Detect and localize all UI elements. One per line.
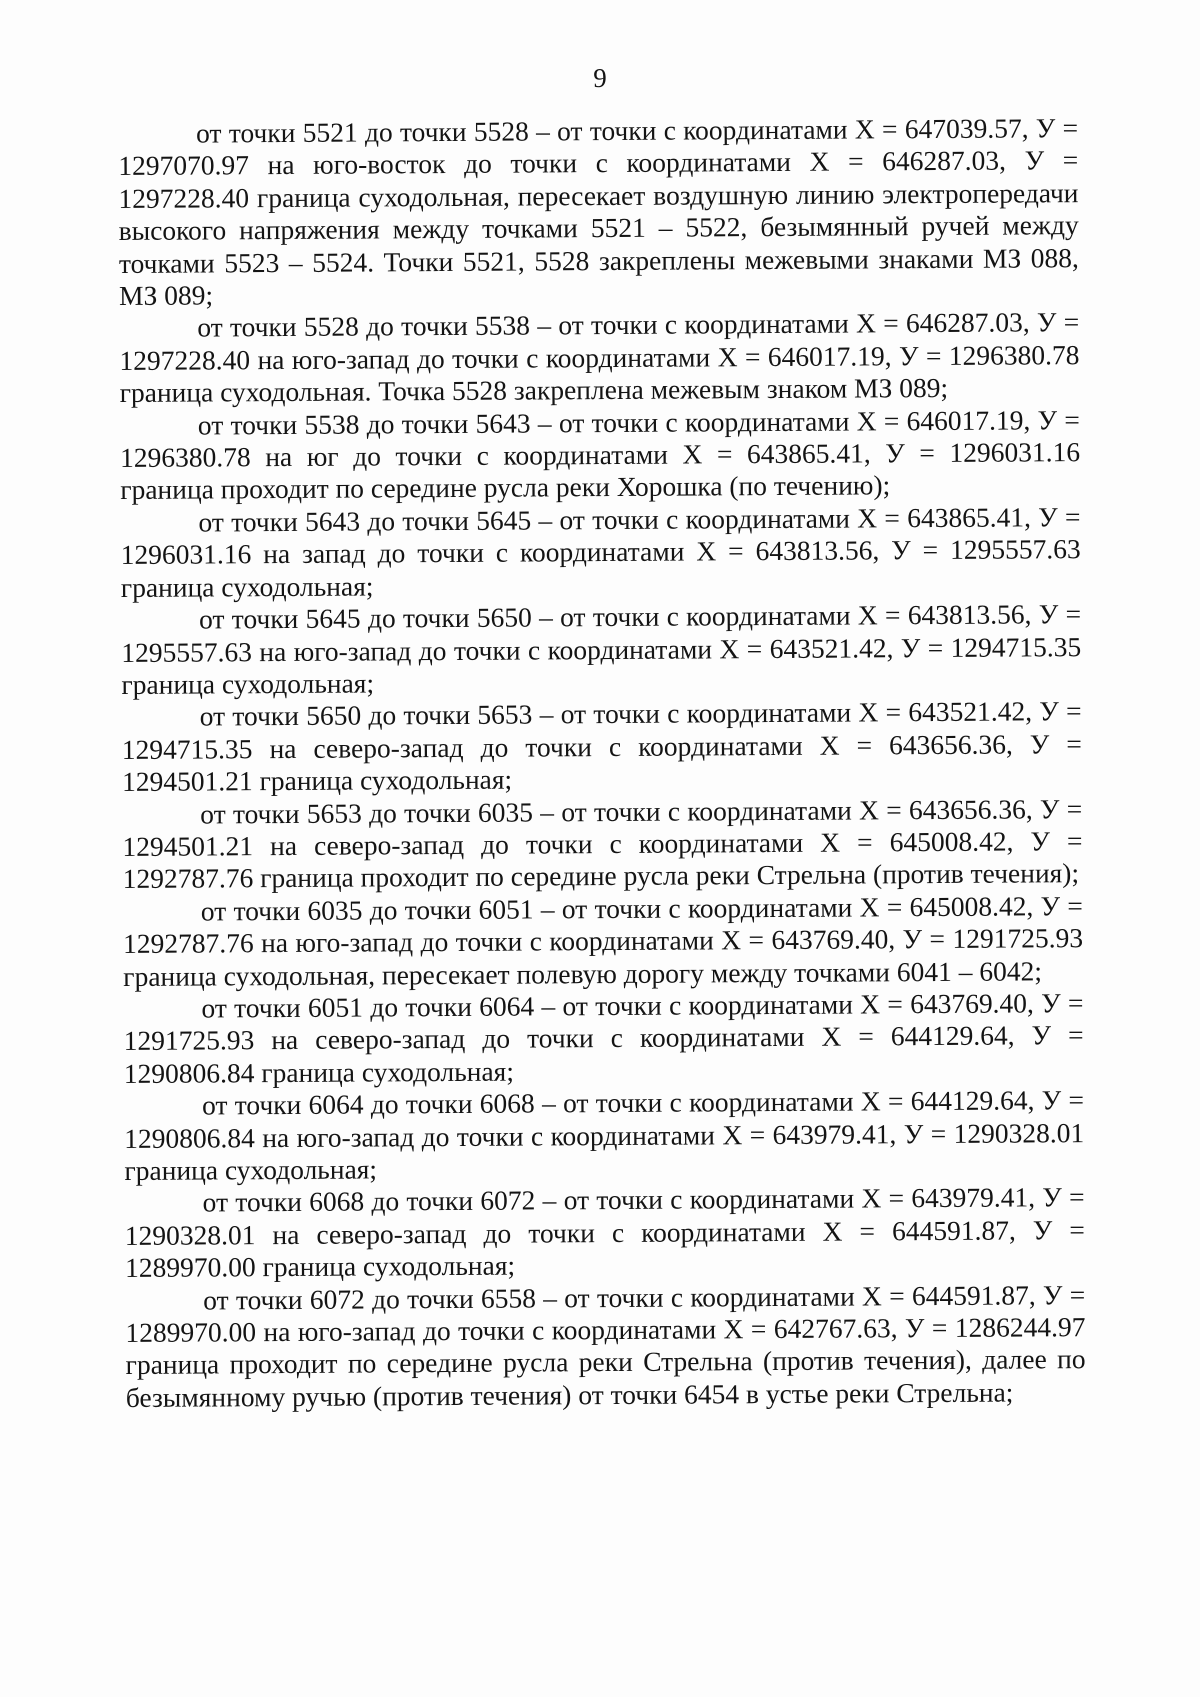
paragraph-6051-6064: от точки 6051 до точки 6064 – от точки с координатами Х = 643769.40, У = 1291725.93 на северо-запад до точки с координатами Х = 644129.64, У = 1290806.84 граница суходольная; bbox=[123, 987, 1084, 1089]
paragraph-6072-6558: от точки 6072 до точки 6558 – от точки с координатами Х = 644591.87, У = 1289970.00 на юго-запад до точки с координатами Х = 642767.63, У = 1286244.97 граница проходит по середине русла реки Стрельна (против течения), далее по безымянному ручью (против течения) от точки 6454 в устье реки Стрельна; bbox=[125, 1278, 1086, 1413]
paragraph-5528-5538: от точки 5528 до точки 5538 – от точки с координатами Х = 646287.03, У = 1297228.40 на юго-запад до точки с координатами Х = 646017.19, У = 1296380.78 граница суходольная. Точка 5528 закреплена межевым знаком МЗ 089; bbox=[119, 306, 1080, 409]
paragraph-6064-6068: от точки 6064 до точки 6068 – от точки с координатами Х = 644129.64, У = 1290806.84 на юго-запад до точки с координатами Х = 643979.41, У = 1290328.01 граница суходольная; bbox=[124, 1084, 1085, 1186]
paragraph-5653-6035: от точки 5653 до точки 6035 – от точки с координатами Х = 643656.36, У = 1294501.21 на северо-запад до точки с координатами Х = 645008.42, У = 1292787.76 граница проходит по середине русла реки Стрельна (против течения); bbox=[122, 792, 1083, 895]
paragraph-6035-6051: от точки 6035 до точки 6051 – от точки с координатами Х = 645008.42, У = 1292787.76 на юго-запад до точки с координатами Х = 643769.40, У = 1291725.93 граница суходольная, пересекает полевую дорогу между точками 6041 – 6042; bbox=[122, 889, 1084, 992]
paragraph-5643-5645: от точки 5643 до точки 5645 – от точки с координатами Х = 643865.41, У = 1296031.16 на запад до точки с координатами Х = 643813.56, У = 1295557.63 граница суходольная; bbox=[120, 501, 1081, 603]
boundary-description bbox=[118, 112, 1086, 1414]
paragraph-6068-6072: от точки 6068 до точки 6072 – от точки с координатами Х = 643979.41, У = 1290328.01 на северо-запад до точки с координатами Х = 644591.87, У = 1289970.00 граница суходольная; bbox=[124, 1181, 1085, 1284]
paragraph-5521-5528: от точки 5521 до точки 5528 – от точки с координатами Х = 647039.57, У = 1297070.97 на юго-восток до точки с координатами Х = 646287.03, У = 1297228.40 граница суходольная, пересекает воздушную линию электропередачи высокого напряжения между точками 5521 – 5522, безымянный ручей между точками 5523 – 5524. Точки 5521, 5528 закреплены межевыми знаками МЗ 088, МЗ 089; bbox=[118, 112, 1079, 312]
paragraph-5538-5643: от точки 5538 до точки 5643 – от точки с координатами Х = 646017.19, У = 1296380.78 на юг до точки с координатами Х = 643865.41, У = 1296031.16 граница проходит по середине русла реки Хорошка (по течению); bbox=[119, 403, 1081, 506]
paragraph-5650-5653: от точки 5650 до точки 5653 – от точки с координатами Х = 643521.42, У = 1294715.35 на северо-запад до точки с координатами Х = 643656.36, У = 1294501.21 граница суходольная; bbox=[121, 695, 1082, 798]
page-number: 9 bbox=[593, 63, 607, 93]
paragraph-5645-5650: от точки 5645 до точки 5650 – от точки с координатами Х = 643813.56, У = 1295557.63 на юго-запад до точки с координатами Х = 643521.42, У = 1294715.35 граница суходольная; bbox=[121, 598, 1082, 700]
